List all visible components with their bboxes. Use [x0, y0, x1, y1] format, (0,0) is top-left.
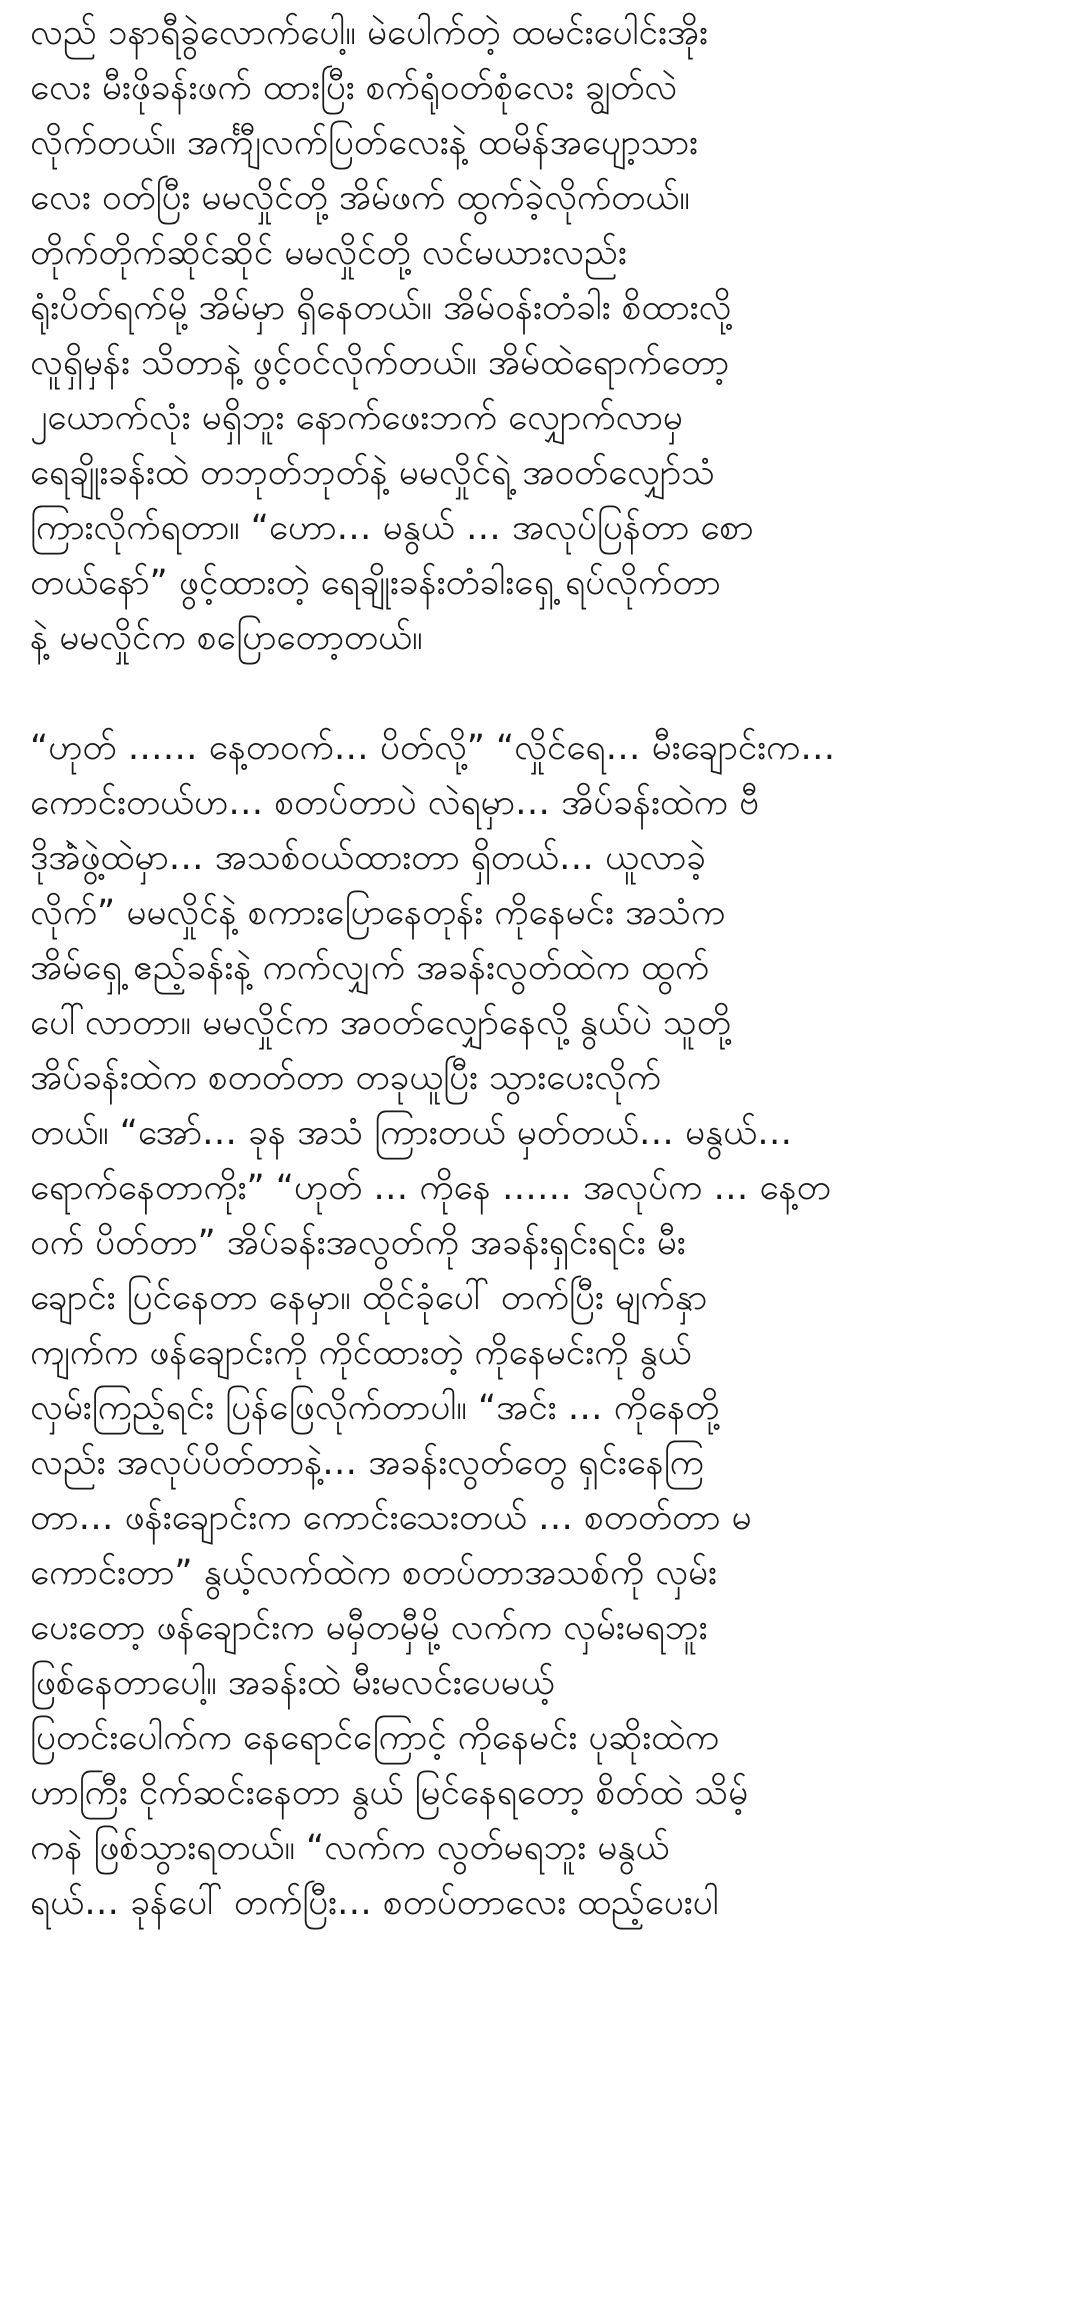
story-paragraph-2: “ဟုတ် …… နေ့တဝက်… ပိတ်လို့” “လှိုင်ရေ… မီးချောင်းက… ကောင်းတယ်ဟ… စတပ်တာပဲ လဲရမှာ… အိပ်ခန်းထဲက ဗီ ဒိုအံဲဖွဲ့ထဲမှာ… အသစ်ဝယ်ထားတာ ရှိတယ်… ယူလာခဲ့ လိုက်” မမလှိုင်နဲ့ စကားပြောနေတုန်း ကိုနေမင်း အသံက အိမ်ရှေ့ ဧည့်ခန်းနဲ့ ကက်လျှက် အခန်းလွတ်ထဲက ထွက် ပေါ်လာတာ။ မမလှိုင်က အဝတ်လျှော်နေလို့ နွယ်ပဲ သူတို့ အိပ်ခန်းထဲက စတတ်တာ တခုယူပြီး သွားပေးလိုက် တယ်။ “အော်… ခုန အသံ ကြားတယ် မှတ်တယ်… မနွယ်… ရောက်နေတာကိုး” “ဟုတ် … ကိုနေ …… အလုပ်က … နေ့တ ဝက် ပိတ်တာ” အိပ်ခန်းအလွတ်ကို အခန်းရှင်းရင်း မီး ချောင်း ပြင်နေတာ နေမှာ။ ထိုင်ခုံပေါ် တက်ပြီး မျက်နှာ ကျက်က ဖန်ချောင်းကို ကိုင်ထားတဲ့ ကိုနေမင်းကို နွယ် လှမ်းကြည့်ရင်း ပြန်ဖြေလိုက်တာပါ။ “အင်း … ကိုနေတို့ လည်း အလုပ်ပိတ်တာနဲ့… အခန်းလွတ်တွေ ရှင်းနေကြ တာ… ဖန်းချောင်းက ကောင်းသေးတယ် … စတတ်တာ မ ကောင်းတာ” နွယ့်လက်ထဲက စတပ်တာအသစ်ကို လှမ်း ပေးတော့ ဖန်ချောင်းက မမှီတမှီမို့ လက်က လှမ်းမရဘူး ဖြစ်နေတာပေါ့။ အခန်းထဲ မီးမလင်းပေမယ့် ပြတင်းပေါက်က နေရောင်ကြောင့် ကိုနေမင်း ပုဆိုးထဲက ဟာကြီး ငိုက်ဆင်းနေတာ နွယ် မြင်နေရတော့ စိတ်ထဲ သိမ့် ကနဲ ဖြစ်သွားရတယ်။ “လက်က လွတ်မရဘူး မနွယ် ရယ်… ခုန်ပေါ် တက်ပြီး… စတပ်တာလေး ထည့်ပေးပါ — [30, 728, 836, 1923]
story-paragraph-1: လည် ၁နာရီခွဲလောက်ပေါ့။ မဲပေါက်တဲ့ ထမင်းပေါင်းအိုး လေး မီးဖိုခန်းဖက် ထားပြီး စက်ရုံဝတ်စုံလေး ချွတ်လဲ လိုက်တယ်။ အင်္ကျီလက်ပြတ်လေးနဲ့ ထမိန်အပျော့သား လေး ဝတ်ပြီး မမလှိုင်တို့ အိမ်ဖက် ထွက်ခဲ့လိုက်တယ်။ တိုက်တိုက်ဆိုင်ဆိုင် မမလှိုင်တို့ လင်မယားလည်း ရုံးပိတ်ရက်မို့ အိမ်မှာ ရှိနေတယ်။ အိမ်ဝန်းတံခါး စိထားလို့ လူရှိမှန်း သိတာနဲ့ ဖွင့်ဝင်လိုက်တယ်။ အိမ်ထဲရောက်တော့ ၂ယောက်လုံး မရှိဘူး နောက်ဖေးဘက် လျှောက်လာမှ ရေချိုးခန်းထဲ တဘုတ်ဘုတ်နဲ့ မမလှိုင်ရဲ့ အဝတ်လျှော်သံ ကြားလိုက်ရတာ။ “ဟော… မနွယ် … အလုပ်ပြန်တာ စော တယ်နော်” ဖွင့်ထားတဲ့ ရေချိုးခန်းတံခါးရှေ့ ရပ်လိုက်တာ နဲ့ မမလှိုင်က စပြောတော့တယ်။ — [30, 13, 754, 658]
